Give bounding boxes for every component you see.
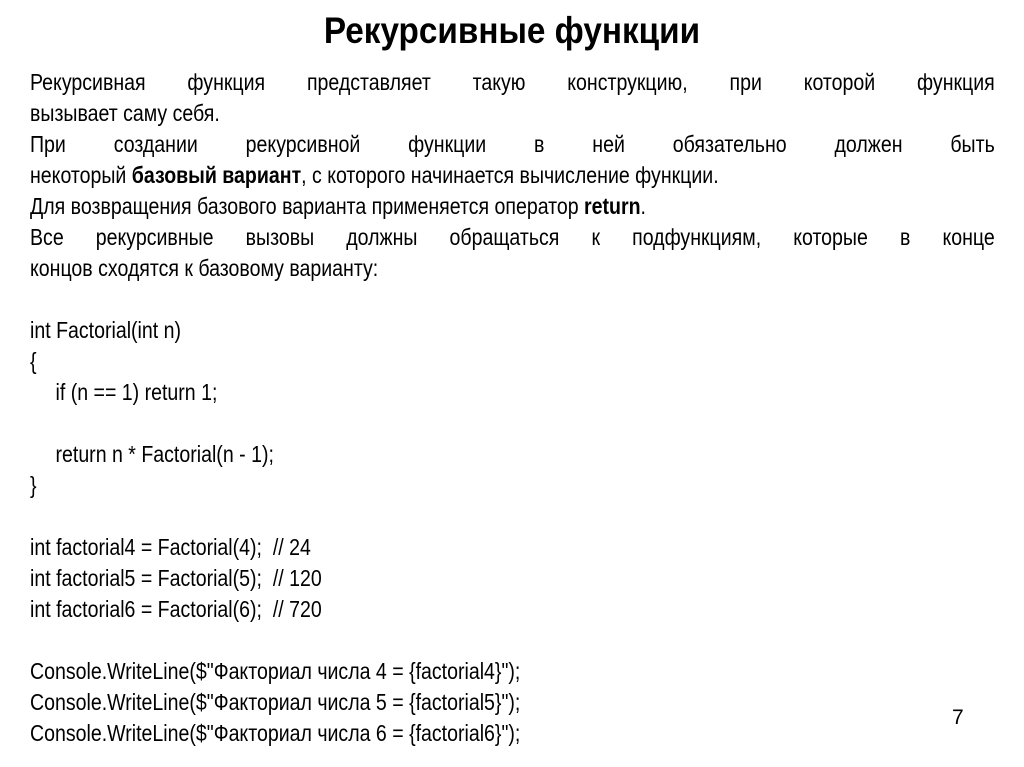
text-line: При создании рекурсивной функции в ней обязательно должен быть (30, 131, 995, 157)
slide-body (30, 67, 995, 749)
code-line: int Factorial(int n) (30, 317, 182, 343)
code-line: return n * Factorial(n - 1); (55, 441, 274, 467)
text-segment: , с которого начинается вычисление функции. (301, 162, 719, 188)
text-line: Все рекурсивные вызовы должны обращаться к подфункциям, которые в конце (30, 224, 995, 250)
code-line: Console.WriteLine($"Факториал числа 6 = {factorial6}"); (30, 720, 521, 746)
text-line: Рекурсивная функция представляет такую конструкцию, при которой функция (30, 69, 995, 95)
code-line: int factorial6 = Factorial(6); // 720 (30, 596, 322, 622)
code-line: if (n == 1) return 1; (55, 379, 218, 405)
slide-title: Рекурсивные функции (323, 10, 701, 51)
text-line (30, 160, 995, 191)
bold-term-base-case: базовый вариант (131, 162, 302, 188)
text-line: вызывает саму себя. (30, 100, 220, 126)
text-segment: некоторый (30, 162, 132, 188)
code-line: Console.WriteLine($"Факториал числа 4 = {factorial4}"); (30, 658, 521, 684)
code-line: int factorial4 = Factorial(4); // 24 (30, 534, 311, 560)
code-line: Console.WriteLine($"Факториал числа 5 = {factorial5}"); (30, 689, 521, 715)
code-line: int factorial5 = Factorial(5); // 120 (30, 565, 322, 591)
text-line (30, 191, 995, 222)
code-line: } (30, 472, 37, 498)
text-segment: Для возвращения базового варианта применяется оператор (30, 193, 585, 219)
text-line: концов сходятся к базовому варианту: (30, 255, 379, 281)
code-line: { (30, 348, 37, 374)
text-segment: . (640, 193, 646, 219)
page-number: 7 (952, 706, 964, 729)
bold-term-return: return (584, 193, 641, 219)
